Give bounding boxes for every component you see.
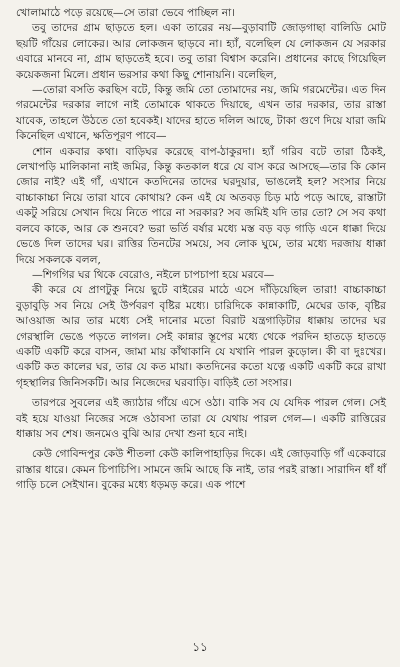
page-number: ১১ xyxy=(192,640,208,654)
paragraph-7: তারপরে সুবলের এই জ্যাঠার গাঁয়ে এসে ওঠা। বাকি সব যে যেদিক পারল গেল। সেই বই হয়ে যাওয়া নিজের সঙ্গে ওঠাবসা তারা যে যেথায় পারল গেল—। একটি রাত্তিরের ধাক্কায় সব শেষ। জনমেও বুঝি আর দেখা শুনা হবে নাই। xyxy=(16,397,386,440)
paragraph-1: খোলামাঠে পড়ে রয়েছে—সে তারা ভেবে পাচ্ছিল না। xyxy=(16,7,235,19)
paragraph-6: কী করে যে প্রাণটুকু নিয়ে ছুটে বাইরের মাঠে এসে দাঁড়িয়েছিল তারা! বাচ্চাকাচ্চা বুড়াবুড়ি সব নিয়ে সেই উর্পবরণ বৃষ্টির মধ্যে। চারিদিকে কান্নাকাটি, মেঘের ডাক, বৃষ্টির আওয়াজ আর তার মধ্যে সেই দানোর মতো বিরাট যন্ত্রগাড়িটার ধাক্কায় তাদের ঘর গেরস্থালি ভেঙে পড়তে লাগল। সেই কান্নার স্তূপের মধ্যে থেকে পরদিন হাতড়ে হাতড়ে একটি একটি করে বাসন, জামা মায় কাঁথাকানি যে যখানি পারল কুড়োল। কী বা দুঃখের। একটি কত কালের ঘর, তার যে কত মায়া। কতদিনের কতো যত্নে একটি একটি করে রাখা গৃহস্থালির জিনিসকটি। আর নিজেদের ঘরবাড়ি। বাড়িই তো সংসার। xyxy=(16,284,386,389)
paragraph-8: কেউ গোবিন্দপুর কেউ শীতলা কেউ কালিপাহাড়ির দিকে। এই জোড়বাড়ি গাঁ একেবারে রাস্তার ধারে। কেমন চিপাচিপি। সামনে জমি আছে কি নাই, তার পরই রাস্তা। সারাদিন ধাঁ ধাঁ গাড়ি চলে সেইখান। বুকের মধ্যে ধড়মড় করে। এক পাশে xyxy=(16,448,386,492)
paragraph-5: —শিগগির ঘর থিকে বেরোও, নইলে চাপচাপা হয়ে মরবে— xyxy=(32,268,275,281)
paragraph-2: তবু তাদের গ্রাম ছাড়তে হল। একা তারের নয়—বুড়াবাটি জোড়গাছা বালিডি মোট ছয়টি গাঁয়ের লোকের। আর লোকজন ছাড়বে না। হ্যাঁ, বলেছিল যে লোকজন যে সরকার এবারে মানবে না, গ্রাম ছাড়তেই হবে। তবু তারা বিশ্বাস করেনি। প্রধানের কাছে গিয়েছিল কয়েকজনা মিলে। প্রধান ভরসার কথা কিছু শোনায়নি। বলেছিল, xyxy=(16,22,386,81)
paragraph-4: শোন একবার কথা। বাড়িঘর করেছে বাপ-ঠাকুরদা। হ্যাঁ গরিব বটে তারা ঠিকই, লেখাপড়ি মালিকানা নাই জমির, কিন্তু কতকাল ধরে যে বাস করে আসছে—তার কি কোন জোর নাই? এই গাঁ, এখানে কতদিনের তাদের ঘরদুয়ার, ভাঙলেই হল? সংসার নিয়ে বাচ্চাকাচ্চা নিয়ে তারা যাবে কোথায়? কেন এই যে অতবড় চিড় মাঠ পড়ে আছে, রাস্তাটা একটু সরিয়ে সেখান দিয়ে নিতে পারে না সরকার? সব জমিই যদি তার তো? সে সব কথা বলবে কাকে, আর কে শুনবে? ভরা ভর্তি বর্ষার মধ্যে মস্ত বড় বড় গাড়ি এনে ধাক্কা দিয়ে ভেঙে দিল তাদের ঘর। রাত্তির তিনটের সময়ে, সব লোক ঘুমে, তার মধ্যে দরজায় ধাক্কা দিয়ে সকলকে বলল, xyxy=(16,145,386,266)
paragraph-3: —তোরা বসতি করছিস বটে, কিন্তু জমি তো তোমাদের নয়, জমি গরমেন্টের। এত দিন গরমেন্টের দরকার লাগে নাই তোমাকে থাকতে দিয়াছে, এখন তার দরকার, তার রাস্তা যাবেক, তাহলে উঠতে তো হবেকই। যাদের হাতে দলিল আছে, টাকা গুণে দিয়ে যারা জমি কিনেছিল এখানে, ক্ষতিপূরণ পাবে— xyxy=(16,84,386,143)
body-text xyxy=(16,6,386,494)
